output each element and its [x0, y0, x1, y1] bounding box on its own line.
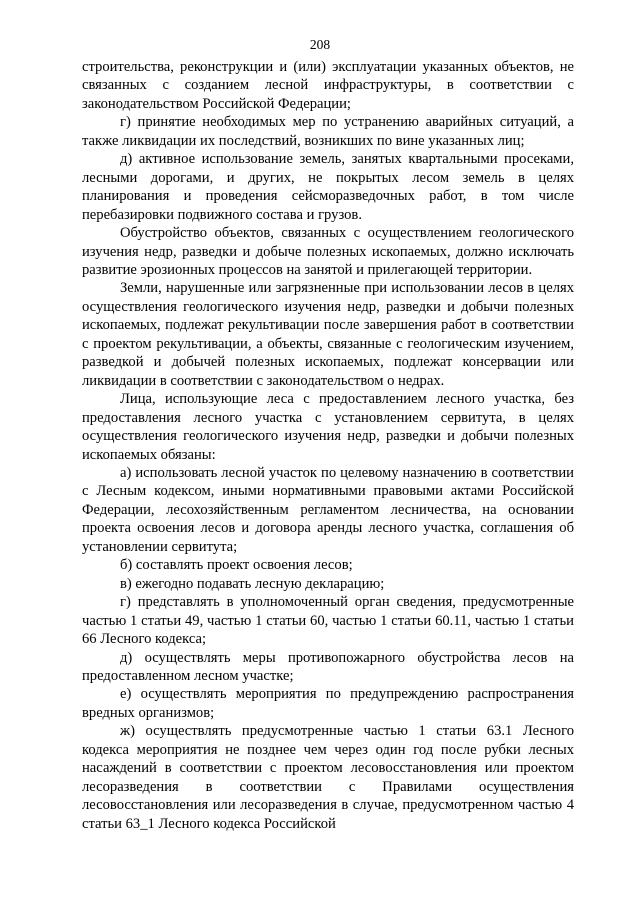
paragraph: а) использовать лесной участок по целевому назначению в соответствии с Лесным кодексом, иными нормативными правовыми актами Российской Федерации, лесохозяйственным регламентом лесничества, на основании проекта освоения лесов и договора аренды лесного участка, соглашения об установлении сервитута; — [82, 464, 574, 555]
paragraph: д) осуществлять меры противопожарного обустройства лесов на предоставленном лесном участке; — [82, 649, 574, 684]
page-number: 208 — [309, 37, 331, 52]
paragraph: Лица, использующие леса с предоставлением лесного участка, без предоставления лесного участка с установлением сервитута, в целях осуществления геологического изучения недр, разведки и добычи полезных ископаемых обязаны: — [82, 391, 574, 463]
paragraph: г) представлять в уполномоченный орган сведения, предусмотренные частью 1 статьи 49, частью 1 статьи 60, частью 1 статьи 60.11, частью 1 статьи 66 Лесного кодекса; — [82, 594, 574, 648]
paragraph: г) принятие необходимых мер по устранению аварийных ситуаций, а также ликвидации их последствий, возникших по вине указанных лиц; — [82, 114, 574, 149]
document-body — [82, 58, 574, 833]
paragraph: ж) осуществлять предусмотренные частью 1 статьи 63.1 Лесного кодекса мероприятия не позднее чем через один год после рубки лесных насаждений в соответствии с проектом лесовосстановления или проектом лесоразведения в соответствии с Правилами осуществления лесовосстановления или лесоразведения в случае, предусмотренном частью 4 статьи 63_1 Лесного кодекса Российской — [82, 723, 574, 832]
paragraph: д) активное использование земель, занятых квартальными просеками, лесными дорогами, и других, не покрытых лесом земель в целях планирования и проведения сейсморазведочных работ, в том числе перебазировки подвижного состава и грузов. — [82, 151, 574, 223]
paragraph: Земли, нарушенные или загрязненные при использовании лесов в целях осуществления геологического изучения недр, разведки и добычи полезных ископаемых, подлежат рекультивации после завершения работ в соответствии с проектом рекультивации, а объекты, связанные с геологическим изучением, разведкой и добычей полезных ископаемых, подлежат консервации или ликвидации в соответствии с законодательством о недрах. — [82, 280, 574, 389]
paragraph: строительства, реконструкции и (или) эксплуатации указанных объектов, не связанных с созданием лесной инфраструктуры, в соответствии с законодательством Российской Федерации; — [82, 59, 574, 112]
paragraph: в) ежегодно подавать лесную декларацию; — [120, 575, 385, 592]
paragraph: Обустройство объектов, связанных с осуществлением геологического изучения недр, разведки и добыче полезных ископаемых, должно исключать развитие эрозионных процессов на занятой и прилегающей территории. — [82, 225, 574, 278]
paragraph: б) составлять проект освоения лесов; — [120, 557, 353, 574]
paragraph: е) осуществлять мероприятия по предупреждению распространения вредных организмов; — [82, 686, 574, 721]
